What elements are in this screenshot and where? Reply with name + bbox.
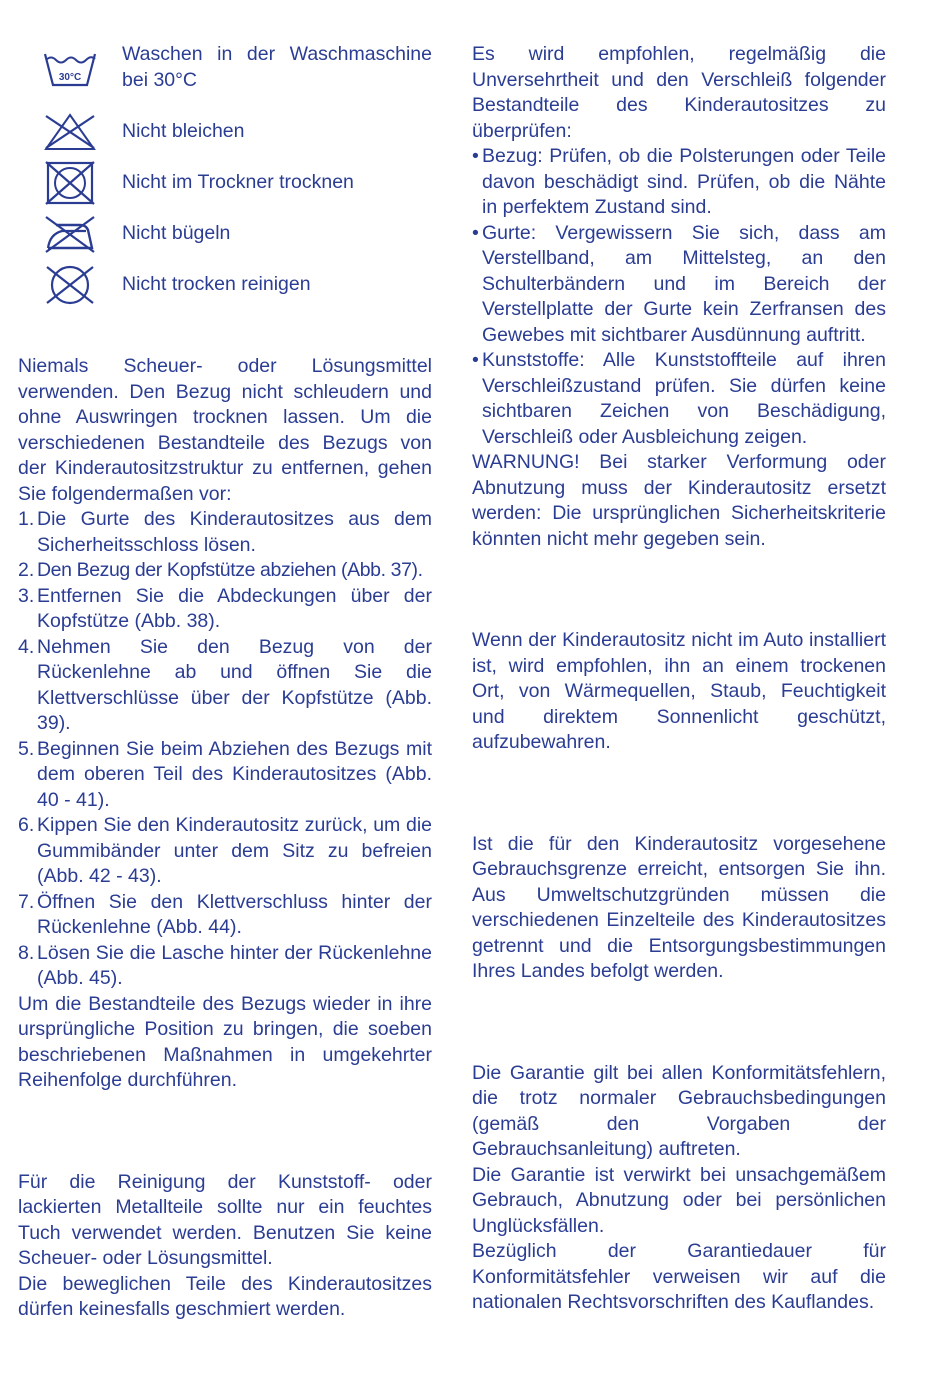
step-item: 1. Die Gurte des Kinderautositzes aus dem Sicherheitsschloss lösen. bbox=[18, 508, 432, 556]
warranty-paragraph-3: Bezüglich der Garantiedauer für Konformitätsfehler verweisen wir auf die nationalen Rechtsvorschriften des Kauflandes. bbox=[472, 1240, 886, 1313]
no-tumble-dry-icon bbox=[18, 157, 122, 208]
inspection-list bbox=[472, 144, 886, 450]
right-column bbox=[472, 42, 886, 1316]
care-symbols bbox=[18, 42, 432, 310]
removal-steps bbox=[18, 507, 432, 992]
disposal-paragraph: Ist die für den Kinderautositz vorgesehene Gebrauchsgrenze erreicht, entsorgen Sie ihn. Aus Umweltschutzgründen müssen die verschiedenen Einzelteile des Kinderautositzes getrennt und die Entsorgungsbestimmungen Ihres Landes befolgt werden. bbox=[472, 832, 886, 982]
step-item: 8. Lösen Sie die Lasche hinter der Rückenlehne (Abb. 45). bbox=[18, 941, 432, 989]
list-item: • Gurte: Vergewissern Sie sich, dass am Verstellband, am Mittelsteg, an den Schulterbändern und im Bereich der Verstellplatte der Gurte kein Zerfransen des Gewebes mit sichtbarer Ausdünnung auftritt. bbox=[472, 221, 886, 346]
step-item: 3. Entfernen Sie die Abdeckungen über der Kopfstütze (Abb. 38). bbox=[18, 584, 432, 632]
warning-paragraph: WARNUNG! Bei starker Verformung oder Abnutzung muss der Kinderautositz ersetzt werden: Die ursprünglichen Sicherheitskriterie könnten nicht mehr gegeben sein. bbox=[472, 451, 886, 550]
reassemble-paragraph: Um die Bestandteile des Bezugs wieder in ihre ursprüngliche Position zu bringen, die soeben beschriebenen Maßnahmen in umgekehrter Reihenfolge durchführen. bbox=[18, 992, 432, 1091]
inspection-intro: Es wird empfohlen, regelmäßig die Unversehrtheit und den Verschleiß folgender Bestandteile des Kinderautositzes zu überprüfen: bbox=[472, 43, 886, 142]
washing-instructions: Niemals Scheuer- oder Lösungsmittel verwenden. Den Bezug nicht schleudern und ohne Auswringen trocknen lassen. Um die verschiedenen Bestandteile des Bezugs von der Kinderautositzstruktur zu entfernen, gehen Sie folgendermaßen vor: bbox=[18, 355, 432, 505]
step-item: 6. Kippen Sie den Kinderautositz zurück, um die Gummibänder unter dem Sitz zu befreien (Abb. 42 - 43). bbox=[18, 814, 432, 887]
list-item: • Bezug: Prüfen, ob die Polsterungen oder Teile davon beschädigt sind. Prüfen, ob die Nähte in perfektem Zustand sind. bbox=[472, 145, 886, 218]
care-label-no-tumble-dry: Nicht im Trockner trocknen bbox=[122, 170, 354, 193]
care-label-wash: Waschen in der Waschmaschine bei 30°C bbox=[122, 43, 432, 91]
step-item: 4. Nehmen Sie den Bezug von der Rückenlehne ab und öffnen Sie die Klettverschlüsse über der Kopfstütze (Abb. 39). bbox=[18, 635, 432, 734]
wash-30-icon bbox=[18, 44, 122, 96]
list-item: • Kunststoffe: Alle Kunststoffteile auf ihren Verschleißzustand prüfen. Sie dürfen keine sichtbaren Zeichen von Beschädigung, Verschleiß oder Ausbleichung zeigen. bbox=[472, 349, 886, 448]
no-bleach-icon bbox=[18, 106, 122, 157]
care-label-no-iron: Nicht bügeln bbox=[122, 221, 231, 244]
cleaning-paragraph: Für die Reinigung der Kunststoff- oder lackierten Metallteile sollte nur ein feuchtes Tuch verwendet werden. Benutzen Sie keine Scheuer- oder Lösungsmittel. bbox=[18, 1170, 432, 1269]
care-label-no-dry-clean: Nicht trocken reinigen bbox=[122, 272, 311, 295]
care-row-wash bbox=[18, 42, 432, 106]
care-row-no-bleach bbox=[18, 106, 432, 157]
care-row-no-tumble-dry bbox=[18, 157, 432, 208]
care-row-no-dry-clean bbox=[18, 259, 432, 310]
step-item: 5. Beginnen Sie beim Abziehen des Bezugs mit dem oberen Teil des Kinderautositzes (Abb. 40 - 41). bbox=[18, 737, 432, 811]
lubrication-paragraph: Die beweglichen Teile des Kinderautositzes dürfen keinesfalls geschmiert werden. bbox=[18, 1272, 432, 1320]
no-dry-clean-icon bbox=[18, 259, 122, 310]
step-item: 7. Öffnen Sie den Klettverschluss hinter der Rückenlehne (Abb. 44). bbox=[18, 890, 432, 938]
warranty-paragraph-2: Die Garantie ist verwirkt bei unsachgemäßem Gebrauch, Abnutzung oder bei persönlichen Unglücksfällen. bbox=[472, 1163, 886, 1237]
storage-paragraph: Wenn der Kinderautositz nicht im Auto installiert ist, wird empfohlen, ihn an einem trockenen Ort, von Wärmequellen, Staub, Feuchtigkeit und direktem Sonnenlicht geschützt, aufzubewahren. bbox=[472, 629, 886, 753]
warranty-paragraph-1: Die Garantie gilt bei allen Konformitätsfehlern, die trotz normaler Gebrauchsbedingungen (gemäß den Vorgaben der Gebrauchsanleitung) auftreten. bbox=[472, 1061, 886, 1160]
care-label-no-bleach: Nicht bleichen bbox=[122, 119, 245, 142]
svg-text:30°C: 30°C bbox=[58, 72, 82, 83]
left-column bbox=[18, 42, 432, 1323]
care-row-no-iron bbox=[18, 208, 432, 259]
no-iron-icon bbox=[18, 208, 122, 259]
step-item: 2. Den Bezug der Kopfstütze abziehen (Abb. 37). bbox=[18, 559, 423, 581]
